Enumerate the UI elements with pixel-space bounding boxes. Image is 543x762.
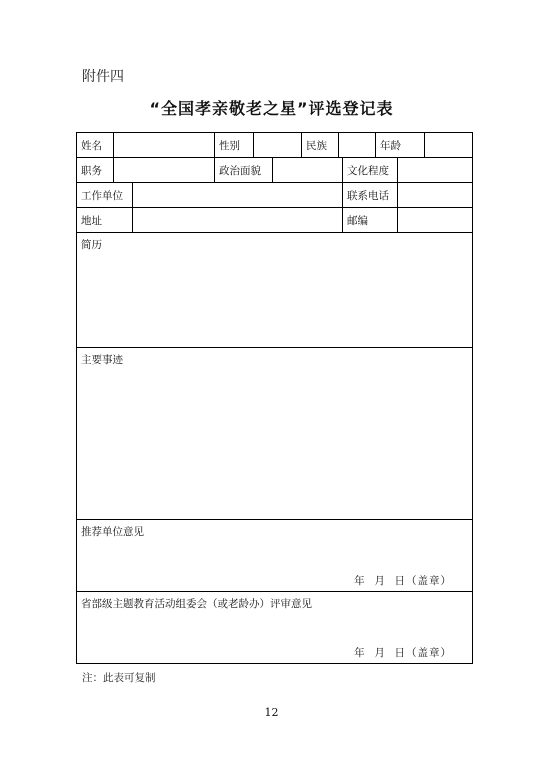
phone-label: 联系电话 bbox=[343, 183, 398, 208]
position-field[interactable] bbox=[114, 158, 215, 183]
resume-label: 简历 bbox=[81, 239, 102, 251]
education-field[interactable] bbox=[398, 158, 473, 183]
review-date-seal: 年 月 日（盖章） bbox=[354, 647, 452, 659]
gender-field[interactable] bbox=[254, 133, 302, 158]
annex-label: 附件四 bbox=[82, 69, 124, 85]
name-label: 姓名 bbox=[77, 133, 114, 158]
age-label: 年龄 bbox=[376, 133, 425, 158]
postcode-field[interactable] bbox=[398, 208, 473, 233]
recommend-date-seal: 年 月 日（盖章） bbox=[354, 575, 452, 587]
recommending-unit-opinion-section[interactable] bbox=[77, 520, 473, 592]
recommending-unit-opinion-label: 推荐单位意见 bbox=[81, 526, 144, 538]
education-label: 文化程度 bbox=[343, 158, 398, 183]
ethnicity-field[interactable] bbox=[339, 133, 376, 158]
address-label: 地址 bbox=[77, 208, 133, 233]
registration-form-table bbox=[76, 132, 473, 664]
resume-section[interactable] bbox=[77, 233, 473, 348]
page-number: 12 bbox=[264, 706, 279, 719]
address-field[interactable] bbox=[133, 208, 343, 233]
position-label: 职务 bbox=[77, 158, 114, 183]
name-field[interactable] bbox=[114, 133, 215, 158]
political-status-field[interactable] bbox=[273, 158, 343, 183]
form-title: “全国孝亲敬老之星”评选登记表 bbox=[149, 99, 394, 118]
copy-note: 注：此表可复制 bbox=[82, 672, 156, 684]
main-deeds-label: 主要事迹 bbox=[81, 354, 123, 366]
political-status-label: 政治面貌 bbox=[215, 158, 273, 183]
gender-label: 性别 bbox=[215, 133, 254, 158]
age-field[interactable] bbox=[425, 133, 473, 158]
review-opinion-label: 省部级主题教育活动组委会（或老龄办）评审意见 bbox=[81, 598, 312, 610]
workplace-label: 工作单位 bbox=[77, 183, 133, 208]
workplace-field[interactable] bbox=[133, 183, 343, 208]
review-opinion-section[interactable] bbox=[77, 592, 473, 664]
main-deeds-section[interactable] bbox=[77, 348, 473, 520]
postcode-label: 邮编 bbox=[343, 208, 398, 233]
ethnicity-label: 民族 bbox=[302, 133, 339, 158]
phone-field[interactable] bbox=[398, 183, 473, 208]
